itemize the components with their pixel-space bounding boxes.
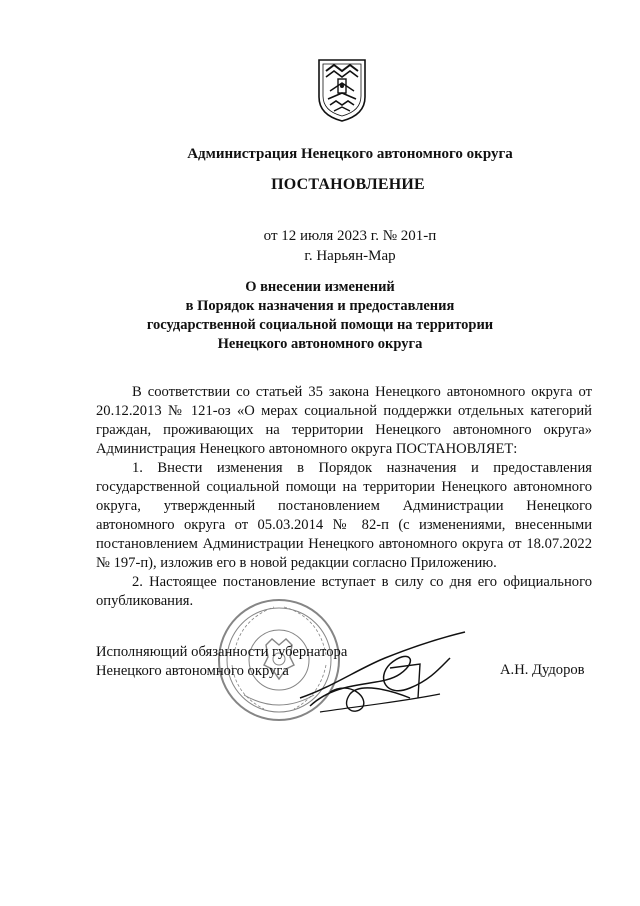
- document-city: г. Нарьян-Мар: [304, 248, 396, 264]
- title-line-2: в Порядок назначения и предоставления: [185, 298, 455, 314]
- item-2-paragraph: 2. Настоящее постановление вступает в силу со дня его официального опубликования.: [96, 574, 592, 609]
- document-body: [96, 383, 592, 611]
- document-title: [0, 278, 640, 354]
- preamble-paragraph: В соответствии со статьей 35 закона Ненецкого автономного округа от 20.12.2013 № 121-оз «О мерах социальной поддержки отдельных категорий граждан, проживающих на территории Ненецкого автономного округа» Администрация Ненецкого автономного округа ПОСТАНОВЛЯЕТ:: [96, 384, 592, 457]
- title-line-3: государственной социальной помощи на территории: [146, 317, 494, 333]
- handwritten-signature-icon: [290, 628, 480, 718]
- title-line-1: О внесении изменений: [245, 279, 395, 295]
- signatory-position-line-1: Исполняющий обязанности губернатора: [96, 644, 348, 660]
- signatory-name: А.Н. Дудоров: [500, 662, 585, 678]
- document-type: ПОСТАНОВЛЕНИЕ: [271, 176, 425, 193]
- signatory-position-line-2: Ненецкого автономного округа: [96, 663, 289, 679]
- title-line-4: Ненецкого автономного округа: [217, 336, 423, 352]
- organization-name: Администрация Ненецкого автономного округа: [187, 146, 513, 162]
- coat-of-arms-icon: [316, 57, 368, 123]
- item-1-paragraph: 1. Внести изменения в Порядок назначения и предоставления государственной социальной помощи на территории Ненецкого автономного округа, утвержденный постановлением Администрации Ненецкого автономного округа от 05.03.2014 № 82-п (с изменениями, внесенными постановлением Администрации Ненецкого автономного округа от 18.07.2022 № 197-п), изложив его в новой редакции согласно Приложению.: [96, 460, 592, 571]
- document-date-number: от 12 июля 2023 г. № 201-п: [263, 228, 437, 244]
